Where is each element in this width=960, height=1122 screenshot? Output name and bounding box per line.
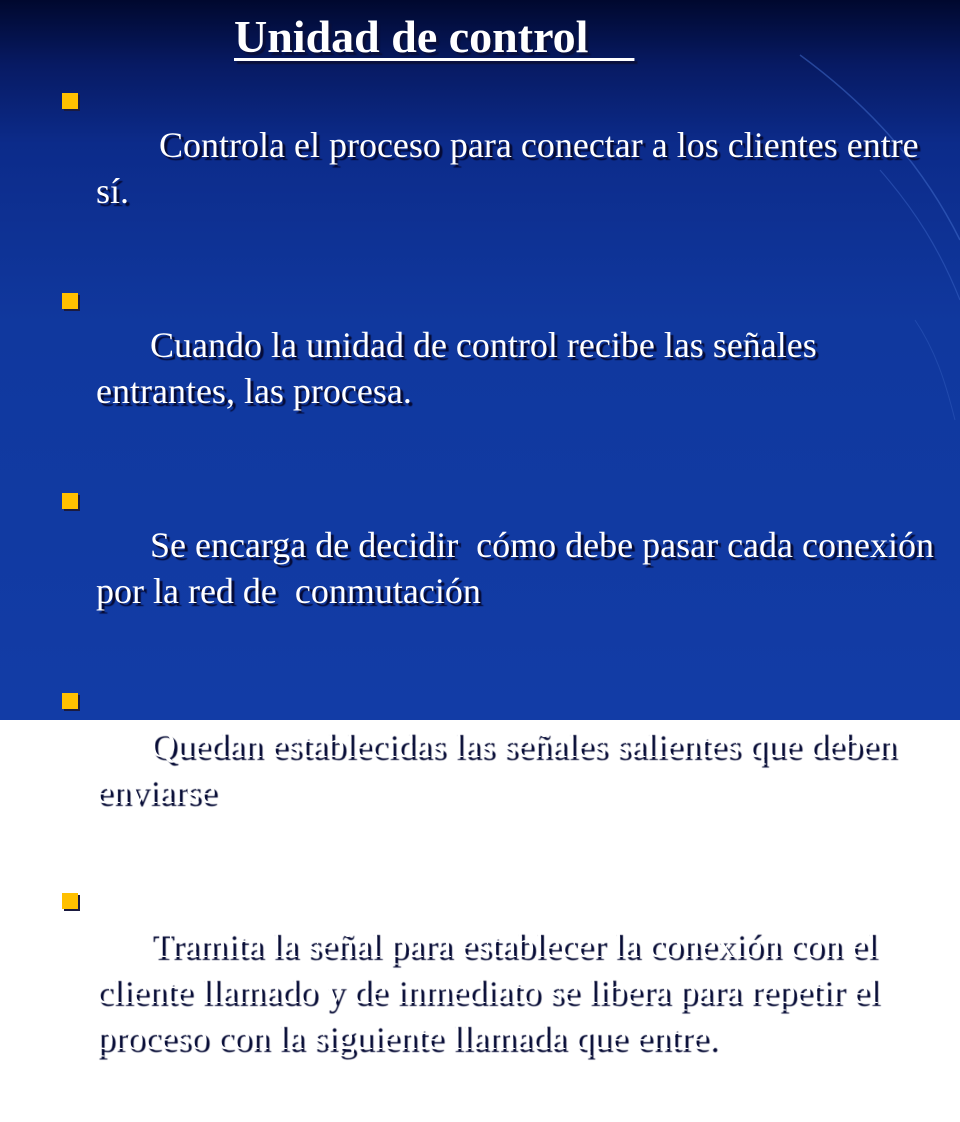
square-bullet-icon (62, 93, 78, 109)
bullet-text: Tramita la señal para establecer la conexión con el cliente llamado y de inmediato se libera para repetir el proceso con la siguiente llamada que entre. (96, 925, 888, 1057)
bullet-item (60, 76, 940, 260)
square-bullet-icon (62, 493, 78, 509)
square-bullet-icon (62, 293, 78, 309)
bullet-item (60, 276, 940, 460)
bullet-text: Se encarga de decidir cómo debe pasar cada conexión por la red de conmutación (96, 525, 943, 611)
bullet-item (60, 876, 940, 1106)
bullet-text: Quedan establecidas las señales salientes que deben enviarse (96, 725, 905, 811)
square-bullet-icon (62, 893, 78, 909)
slide-title: Unidad de control (234, 11, 635, 62)
bullet-item (60, 676, 940, 860)
bullet-item (60, 476, 943, 660)
bullet-text: Controla el proceso para conectar a los clientes entre sí. (96, 125, 928, 211)
square-bullet-icon (62, 693, 78, 709)
bullet-list (60, 76, 943, 1122)
bullet-text: Cuando la unidad de control recibe las señales entrantes, las procesa. (96, 325, 826, 411)
